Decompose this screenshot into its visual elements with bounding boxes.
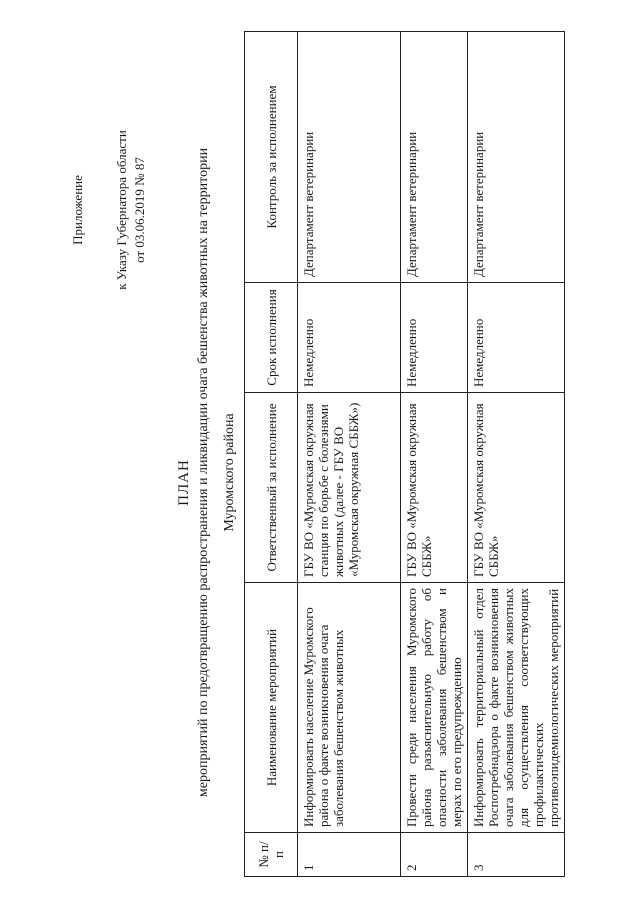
- header-responsible: Ответственный за исполнение: [245, 393, 298, 583]
- appendix-decree-reference: к Указу Губернатора области: [114, 130, 129, 290]
- row-name: Информировать население Муромского района о факте возникновения очага заболевания бешенством животных: [298, 583, 401, 833]
- plan-subtitle: мероприятий по предотвращению распространения и ликвидации очага бешенства животных на территории: [196, 147, 211, 798]
- row-responsible: ГБУ ВО «Муромская окружная СББЖ»: [468, 393, 565, 583]
- plan-table: [244, 31, 565, 877]
- row-responsible: ГБУ ВО «Муромская окружная СББЖ»: [401, 393, 468, 583]
- plan-title: ПЛАН: [176, 459, 192, 506]
- row-responsible: ГБУ ВО «Муромская окружная станция по борьбе с болезнями животных (далее - ГБУ ВО «Муромская окружная СББЖ»): [298, 393, 401, 583]
- header-deadline: Срок исполнения: [245, 283, 298, 393]
- header-control: Контроль за исполнением: [245, 32, 298, 283]
- header-name: Наименование мероприятий: [245, 583, 298, 833]
- row-deadline: Немедленно: [298, 283, 401, 393]
- plan-district: Муромского района: [222, 413, 237, 532]
- row-control: Департамент ветеринарии: [401, 32, 468, 283]
- appendix-decree-date-number: от 03.06.2019 № 87: [132, 157, 147, 263]
- header-num: № п/п: [245, 833, 298, 877]
- row-num: 2: [401, 833, 468, 877]
- row-num: 1: [298, 833, 401, 877]
- table-row: [298, 32, 401, 877]
- row-name: Провести среди населения Муромского района разъяснительную работу об опасности заболевания бешенством и мерах по его предупреждению: [401, 583, 468, 833]
- row-control: Департамент ветеринарии: [298, 32, 401, 283]
- row-num: 3: [468, 833, 565, 877]
- table-row: [401, 32, 468, 877]
- row-deadline: Немедленно: [401, 283, 468, 393]
- appendix-title: Приложение: [70, 175, 85, 245]
- row-deadline: Немедленно: [468, 283, 565, 393]
- table-row: [468, 32, 565, 877]
- table-header-row: [245, 32, 298, 877]
- row-control: Департамент ветеринарии: [468, 32, 565, 283]
- row-name: Информировать территориальный отдел Роспотребнадзора о факте возникновения очага заболевания бешенством животных для осуществления соответствующих профилактических противоэпидемиологических мероприятий: [468, 583, 565, 833]
